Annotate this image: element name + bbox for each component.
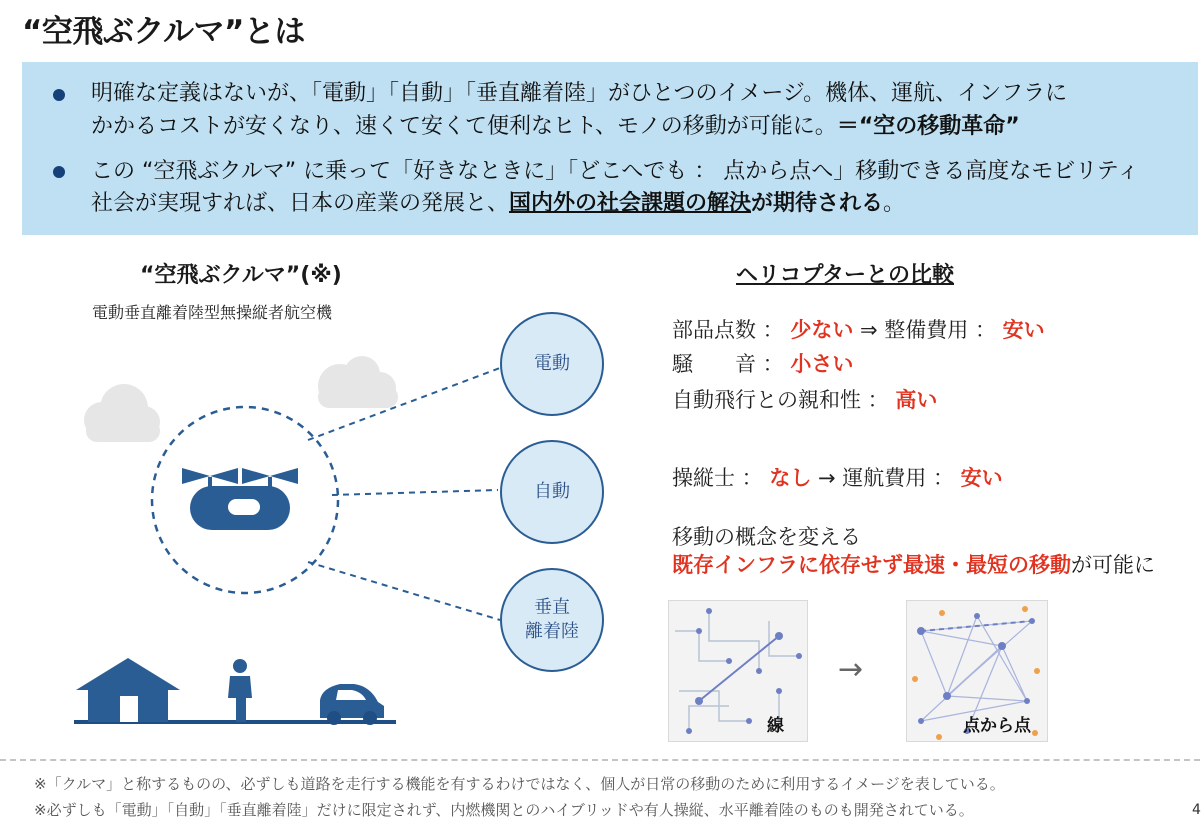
line-network-map <box>668 600 808 742</box>
air-mobility-revolution: ＝“空の移動革命” <box>836 114 1020 139</box>
noise-row: 騒 音 ： 小さい <box>672 352 854 376</box>
helicopter-comparison-heading: ヘリコプターとの比較 <box>736 263 955 288</box>
banner-bullet-1-line-2: かかるコストが安くなり、速くて安くて便利なヒト、モノの移動が可能に。＝“空の移動革命” <box>91 114 1020 139</box>
road-network-diagram <box>669 601 807 741</box>
autonomy-affinity-row: 自動飛行との親和性 ： 高い <box>672 388 938 412</box>
transition-arrow-icon: → <box>838 652 864 687</box>
banner-bullet-1-line-1: 明確な定義はないが、「電動」「自動」「垂直離着陸」がひとつのイメージ。機体、運航、インフラに <box>91 81 1068 106</box>
house-icon <box>76 658 180 722</box>
parts-count-row: 部品点数 ： 少ない ⇒ 整備費用 ： 安い <box>672 318 1045 342</box>
cloud-icon <box>84 384 160 442</box>
summary-banner <box>22 62 1198 235</box>
drone-car-icon <box>182 468 298 530</box>
vtol-circle: 垂直 離着陸 <box>500 568 604 672</box>
autonomous-circle: 自動 <box>500 440 604 544</box>
fastest-route-line: 既存インフラに依存せず最速・最短の移動が可能に <box>672 553 1155 577</box>
footnote-1: ※「クルマ」と称するものの、必ずしも道路を走行する機能を有するわけではなく、個人が日常の移動のために利用するイメージを表している。 <box>34 775 1005 793</box>
concept-line: 移動の概念を変える <box>672 525 861 549</box>
social-issues-underlined: 国内外の社会課題の解決 <box>509 191 752 216</box>
flying-car-definition: 電動垂直離着陸型無操縦者航空機 <box>92 303 333 322</box>
point-to-point-map <box>906 600 1048 742</box>
footnote-2: ※必ずしも「電動」「自動」「垂直離着陸」だけに限定されず、内燃機関とのハイブリッドや有人操縦、水平離着陸のものも開発されている。 <box>34 801 974 819</box>
pilot-row: 操縦士 ： なし → 運航費用 ： 安い <box>672 466 1003 490</box>
bullet-dot <box>53 89 65 101</box>
person-icon <box>228 659 252 722</box>
car-icon <box>320 684 384 725</box>
electric-circle: 電動 <box>500 312 604 416</box>
point-to-point-label: 点から点 <box>963 716 1031 736</box>
banner-bullet-2-line-1: この “空飛ぶクルマ” に乗って「好きなときに」「どこへでも ： 点から点へ」移動できる高度なモビリティ <box>91 159 1140 184</box>
banner-bullet-2-line-2: 社会が実現すれば、日本の産業の発展と、国内外の社会課題の解決が期待される。 <box>91 191 906 216</box>
page-title: “空飛ぶクルマ”とは <box>22 14 305 50</box>
page-number: 4 <box>1192 802 1201 818</box>
bullet-dot <box>53 166 65 178</box>
cloud-icon <box>318 356 398 408</box>
footer-divider <box>0 759 1200 761</box>
line-label: 線 <box>767 716 784 736</box>
flying-car-heading: “空飛ぶクルマ”(※) <box>140 263 342 288</box>
